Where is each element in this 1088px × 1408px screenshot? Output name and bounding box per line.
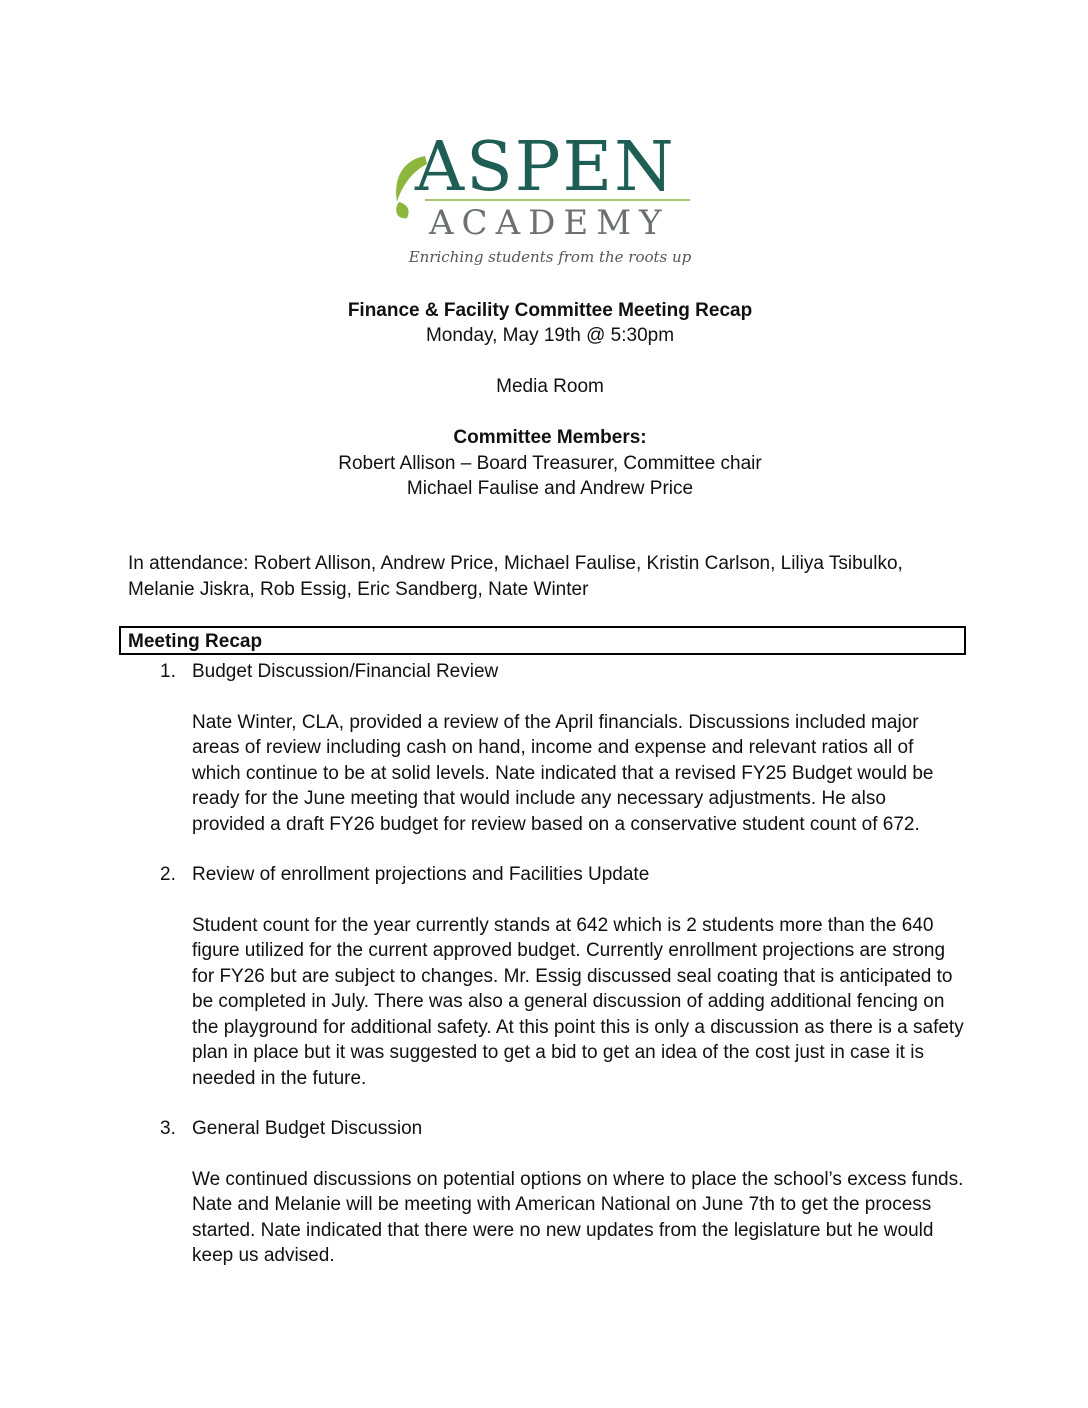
recap-item-3 xyxy=(160,1116,970,1269)
logo-word-primary: ASPEN xyxy=(415,128,676,207)
attendance-list: In attendance: Robert Allison, Andrew Price, Michael Faulise, Kristin Carlson, Liliya Tsibulko, Melanie Jiskra, Rob Essig, Eric Sandberg, Nate Winter xyxy=(128,553,903,600)
item-body: We continued discussions on potential options on where to place the school’s excess funds. Nate and Melanie will be meeting with American National on June 7th to get the process started. Nate indicated that there were no new updates from the legislature but he would keep us advised. xyxy=(192,1168,964,1266)
item-number: 3. xyxy=(160,1118,176,1139)
item-title: General Budget Discussion xyxy=(192,1118,423,1139)
leaf-icon xyxy=(396,202,408,218)
recap-item-2 xyxy=(160,862,970,1091)
meeting-recap-header-box xyxy=(119,626,966,655)
item-title: Budget Discussion/Financial Review xyxy=(192,661,499,682)
meeting-location: Media Room xyxy=(496,376,604,397)
document-title: Finance & Facility Committee Meeting Recap xyxy=(347,300,753,321)
meeting-recap-heading: Meeting Recap xyxy=(128,631,263,652)
committee-members-line-1: Robert Allison – Board Treasurer, Committee chair xyxy=(338,453,762,474)
item-number: 2. xyxy=(160,864,176,885)
logo-word-secondary: ACADEMY xyxy=(429,203,670,243)
item-title: Review of enrollment projections and Facilities Update xyxy=(192,864,650,885)
recap-item-1 xyxy=(160,659,970,837)
logo-tagline: Enriching students from the roots up xyxy=(408,248,692,266)
item-number: 1. xyxy=(160,661,176,682)
item-body: Nate Winter, CLA, provided a review of the April financials. Discussions included major areas of review including cash on hand, income and expense and relevant ratios all of which continue to be at solid levels. Nate indicated that a revised FY25 Budget would be ready for the June meeting that would include any necessary adjustments. He also provided a draft FY26 budget for review based on a conservative student count of 672. xyxy=(192,711,934,835)
committee-members-heading: Committee Members: xyxy=(453,427,647,448)
recap-items-list xyxy=(160,659,970,1294)
item-body: Student count for the year currently stands at 642 which is 2 students more than the 640 figure utilized for the current approved budget. Currently enrollment projections are strong for FY26 but are subject to changes. Mr. Essig discussed seal coating that is anticipated to be completed in July. There was also a general discussion of adding additional fencing on the playground for additional safety. At this point this is only a discussion as there is a safety plan in place but it was suggested to get a bid to get an idea of the cost just in case it is needed in the future. xyxy=(192,914,964,1089)
committee-members-line-2: Michael Faulise and Andrew Price xyxy=(406,478,694,499)
meeting-date-time: Monday, May 19th @ 5:30pm xyxy=(425,325,675,346)
